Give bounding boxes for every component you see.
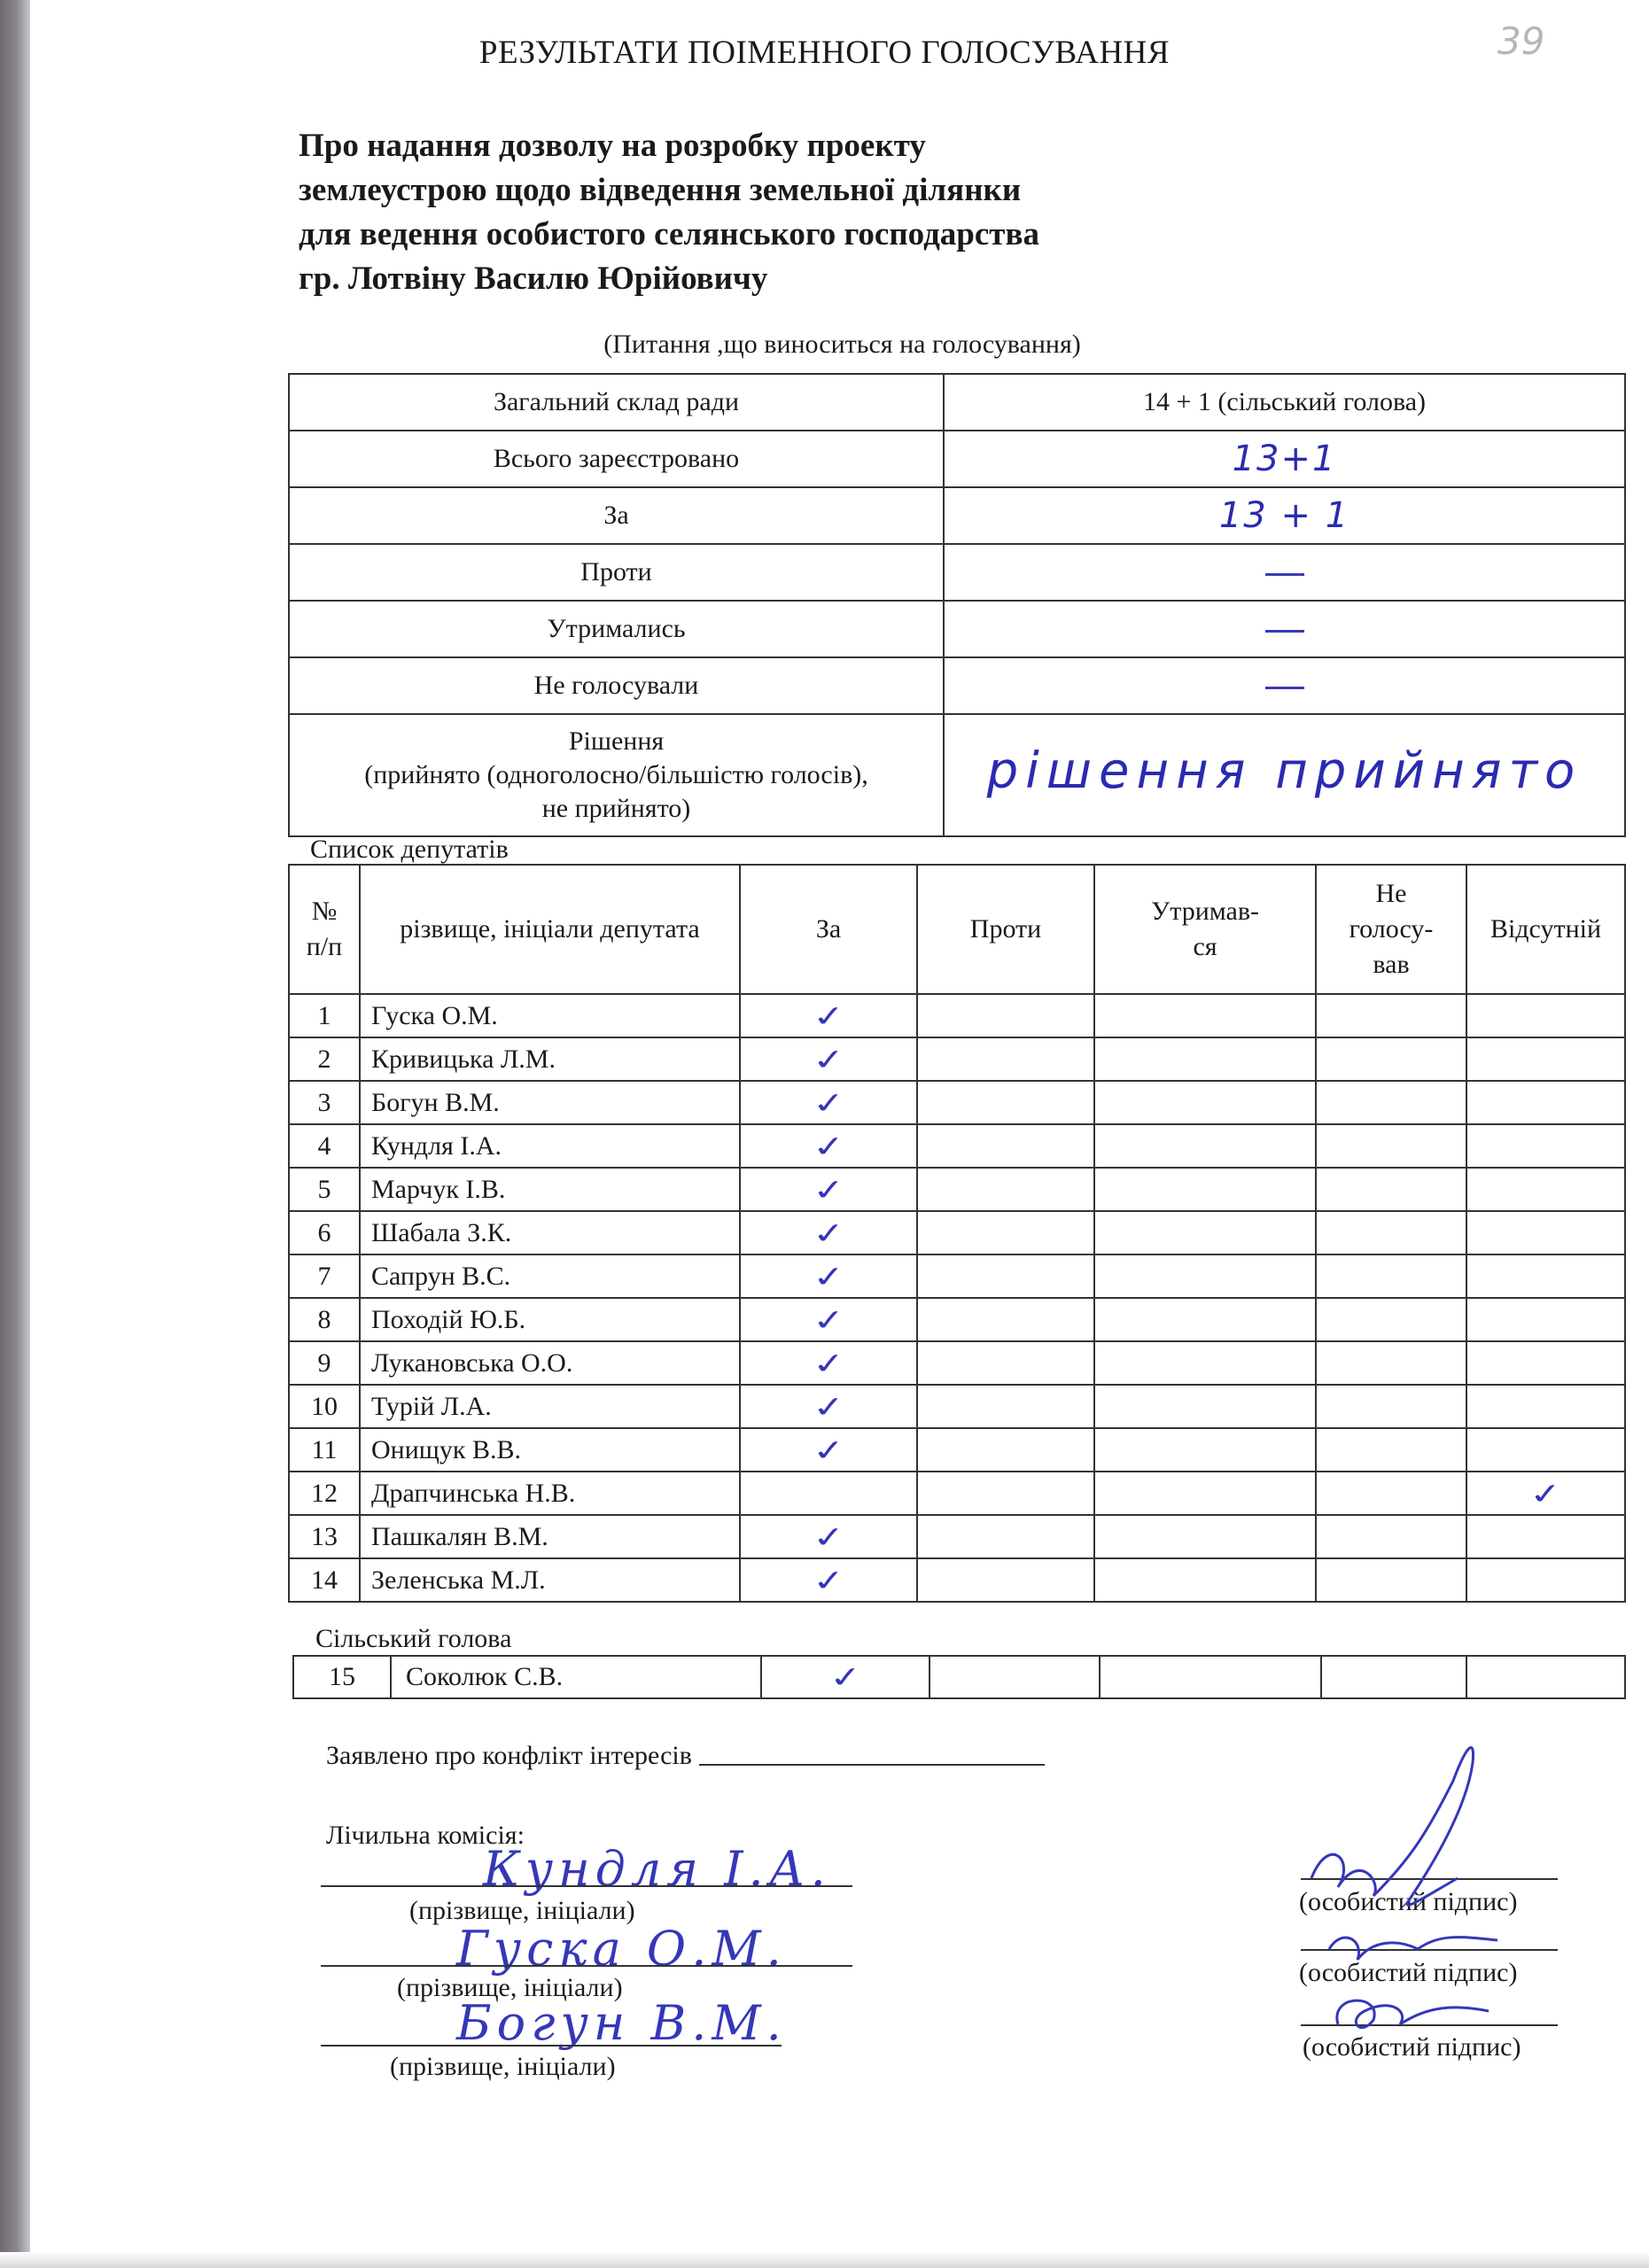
- vote-cell-against: [917, 994, 1094, 1037]
- vote-cell-absent: [1466, 1428, 1625, 1472]
- dash-mark: [1265, 630, 1304, 633]
- dash-mark: [1265, 687, 1304, 689]
- name-line: [321, 2045, 782, 2047]
- head-abstain-cell: [1100, 1656, 1321, 1698]
- check-mark-icon: ✓: [809, 1518, 848, 1555]
- vote-cell-against: [917, 1341, 1094, 1385]
- deputy-num: 1: [289, 994, 360, 1037]
- col-abstain-line: Утримав-: [1150, 897, 1260, 926]
- signature-caption: (особистий підпис): [1303, 2032, 1521, 2062]
- vote-cell-abstain: [1094, 1341, 1316, 1385]
- deputy-row: [289, 1081, 1625, 1124]
- col-name: різвище, ініціали депутата: [360, 865, 740, 994]
- abstained-value-cell: [944, 601, 1625, 657]
- name-caption: (прізвище, ініціали): [390, 2052, 616, 2081]
- conflict-label: Заявлено про конфлікт інтересів: [326, 1741, 692, 1770]
- head-section-label: Сільський голова: [315, 1624, 512, 1653]
- for-value: 13 + 1: [1218, 495, 1350, 536]
- deputy-num: 9: [289, 1341, 360, 1385]
- vote-cell-notvoted: [1316, 1168, 1466, 1211]
- vote-cell-abstain: [1094, 1472, 1316, 1515]
- deputies-table: [288, 864, 1626, 1603]
- decision-label-line: Рішення: [568, 726, 665, 756]
- deputy-num: 10: [289, 1385, 360, 1428]
- vote-cell-abstain: [1094, 1124, 1316, 1168]
- check-mark-icon: ✓: [809, 1388, 848, 1425]
- col-for: За: [740, 865, 917, 994]
- deputy-row: [289, 1428, 1625, 1472]
- deputies-body: [289, 994, 1625, 1602]
- vote-cell-for: [740, 1472, 917, 1515]
- vote-cell-notvoted: [1316, 1124, 1466, 1168]
- vote-cell-abstain: [1094, 1298, 1316, 1341]
- against-value-cell: [944, 544, 1625, 601]
- name-line: [321, 1885, 852, 1887]
- vote-cell-absent: [1466, 1081, 1625, 1124]
- conflict-blank-line: [699, 1764, 1045, 1766]
- vote-cell-for: [740, 1298, 917, 1341]
- vote-cell-notvoted: [1316, 1037, 1466, 1081]
- col-num-line: №: [311, 897, 338, 926]
- vote-cell-absent: [1466, 1515, 1625, 1558]
- deputy-row: [289, 1037, 1625, 1081]
- check-mark-icon: ✓: [809, 1258, 848, 1294]
- signature-caption: (особистий підпис): [1299, 1958, 1518, 1987]
- head-name: Соколюк С.В.: [391, 1656, 761, 1698]
- vote-cell-against: [917, 1081, 1094, 1124]
- vote-cell-absent: [1466, 1254, 1625, 1298]
- deputy-row: [289, 1472, 1625, 1515]
- deputy-num: 2: [289, 1037, 360, 1081]
- vote-cell-absent: [1466, 1472, 1625, 1515]
- head-for-cell: [761, 1656, 930, 1698]
- deputy-num: 13: [289, 1515, 360, 1558]
- vote-cell-for: [740, 1385, 917, 1428]
- decision-value: рішення прийнято: [986, 742, 1583, 800]
- commission-label: Лічильна комісія:: [326, 1821, 525, 1850]
- vote-cell-against: [917, 1515, 1094, 1558]
- conflict-of-interest: [326, 1741, 1045, 1771]
- vote-cell-notvoted: [1316, 1298, 1466, 1341]
- document-title: РЕЗУЛЬТАТИ ПОІМЕННОГО ГОЛОСУВАННЯ: [478, 35, 1171, 71]
- vote-cell-notvoted: [1316, 1472, 1466, 1515]
- vote-cell-against: [917, 1124, 1094, 1168]
- check-mark-icon: ✓: [809, 1171, 848, 1208]
- deputy-name: Марчук І.В.: [360, 1168, 740, 1211]
- vote-cell-abstain: [1094, 1081, 1316, 1124]
- check-mark-icon: ✓: [1527, 1475, 1565, 1511]
- deputy-num: 12: [289, 1472, 360, 1515]
- for-label: За: [289, 487, 944, 544]
- registered-label: Всього зареєстровано: [289, 431, 944, 487]
- vote-cell-notvoted: [1316, 1211, 1466, 1254]
- vote-cell-absent: [1466, 1385, 1625, 1428]
- head-num: 15: [293, 1656, 391, 1698]
- vote-cell-notvoted: [1316, 1515, 1466, 1558]
- vote-cell-for: [740, 1081, 917, 1124]
- vote-cell-notvoted: [1316, 1428, 1466, 1472]
- scan-edge-bottom: [0, 2252, 1649, 2268]
- vote-cell-against: [917, 1254, 1094, 1298]
- abstained-label: Утримались: [289, 601, 944, 657]
- for-value-cell: [944, 487, 1625, 544]
- deputy-name: Кривицька Л.М.: [360, 1037, 740, 1081]
- deputy-name: Турій Л.А.: [360, 1385, 740, 1428]
- page-number: 39: [1497, 19, 1545, 63]
- summary-table: [288, 373, 1626, 837]
- not-voted-value-cell: [944, 657, 1625, 714]
- against-label: Проти: [289, 544, 944, 601]
- check-mark-icon: ✓: [809, 1301, 848, 1338]
- deputy-row: [289, 1341, 1625, 1385]
- vote-cell-abstain: [1094, 1558, 1316, 1602]
- vote-cell-absent: [1466, 1168, 1625, 1211]
- summary-row-against: [289, 544, 1625, 601]
- vote-cell-for: [740, 1341, 917, 1385]
- vote-cell-notvoted: [1316, 1385, 1466, 1428]
- col-num: [289, 865, 360, 994]
- decision-value-cell: [944, 714, 1625, 836]
- deputy-name: Драпчинська Н.В.: [360, 1472, 740, 1515]
- deputy-name: Гуска О.М.: [360, 994, 740, 1037]
- dash-mark: [1265, 573, 1304, 576]
- vote-cell-abstain: [1094, 1385, 1316, 1428]
- deputy-num: 7: [289, 1254, 360, 1298]
- col-against: Проти: [917, 865, 1094, 994]
- deputy-row: [289, 1211, 1625, 1254]
- vote-cell-abstain: [1094, 1037, 1316, 1081]
- deputy-row: [289, 1124, 1625, 1168]
- council-label: Загальний склад ради: [289, 374, 944, 431]
- name-line: [321, 1965, 852, 1967]
- deputy-name: Сапрун В.С.: [360, 1254, 740, 1298]
- deputy-name: Кундля І.А.: [360, 1124, 740, 1168]
- check-mark-icon: ✓: [809, 1041, 848, 1077]
- deputy-num: 4: [289, 1124, 360, 1168]
- vote-cell-against: [917, 1558, 1094, 1602]
- vote-cell-absent: [1466, 1558, 1625, 1602]
- deputy-name: Онищук В.В.: [360, 1428, 740, 1472]
- vote-cell-absent: [1466, 1341, 1625, 1385]
- vote-cell-absent: [1466, 1211, 1625, 1254]
- signature-scribble: [1337, 2000, 1489, 2027]
- vote-cell-notvoted: [1316, 1558, 1466, 1602]
- vote-cell-against: [917, 1472, 1094, 1515]
- issue-caption: (Питання ,що виноситься на голосування): [603, 330, 1081, 359]
- deputy-name: Пашкалян В.М.: [360, 1515, 740, 1558]
- vote-cell-absent: [1466, 994, 1625, 1037]
- not-voted-label: Не голосували: [289, 657, 944, 714]
- vote-cell-for: [740, 1254, 917, 1298]
- deputy-name: Лукановська О.О.: [360, 1341, 740, 1385]
- deputy-name: Зеленська М.Л.: [360, 1558, 740, 1602]
- vote-cell-absent: [1466, 1124, 1625, 1168]
- signature-scribble: [1329, 1938, 1497, 1960]
- signatures-drawing: [1276, 1728, 1560, 2055]
- head-absent-cell: [1466, 1656, 1625, 1698]
- col-abstain-line: ся: [1193, 932, 1217, 961]
- summary-row-decision: [289, 714, 1625, 836]
- deputy-row: [289, 1515, 1625, 1558]
- signature-scribble: [1311, 1748, 1474, 1906]
- deputy-num: 5: [289, 1168, 360, 1211]
- deputy-name: Богун В.М.: [360, 1081, 740, 1124]
- vote-cell-for: [740, 1037, 917, 1081]
- deputies-section-label: Список депутатів: [310, 835, 509, 864]
- registered-value-cell: [944, 431, 1625, 487]
- name-caption: (прізвище, ініціали): [409, 1896, 635, 1925]
- check-mark-icon: ✓: [809, 1345, 848, 1381]
- vote-cell-notvoted: [1316, 1254, 1466, 1298]
- vote-cell-abstain: [1094, 1428, 1316, 1472]
- subject-line: для ведення особистого селянського господарства: [299, 216, 1039, 252]
- vote-subject: [299, 124, 1362, 301]
- col-abstain: [1094, 865, 1316, 994]
- summary-row-for: [289, 487, 1625, 544]
- vote-cell-for: [740, 1124, 917, 1168]
- decision-label: [289, 714, 944, 836]
- commission-member-name: Богун В.М.: [456, 1995, 787, 2051]
- deputy-row: [289, 994, 1625, 1037]
- vote-cell-against: [917, 1037, 1094, 1081]
- vote-cell-for: [740, 1428, 917, 1472]
- vote-cell-for: [740, 1515, 917, 1558]
- vote-cell-for: [740, 1168, 917, 1211]
- deputy-row: [289, 1168, 1625, 1211]
- summary-row-abstained: [289, 601, 1625, 657]
- deputy-num: 6: [289, 1211, 360, 1254]
- deputy-row: [289, 1558, 1625, 1602]
- registered-value: 13+1: [1232, 439, 1337, 479]
- deputy-num: 14: [289, 1558, 360, 1602]
- deputy-row: [289, 1385, 1625, 1428]
- vote-cell-for: [740, 994, 917, 1037]
- summary-row-registered: [289, 431, 1625, 487]
- col-not-voted: [1316, 865, 1466, 994]
- summary-row-not-voted: [289, 657, 1625, 714]
- vote-cell-notvoted: [1316, 1341, 1466, 1385]
- vote-cell-abstain: [1094, 1211, 1316, 1254]
- vote-cell-against: [917, 1168, 1094, 1211]
- deputy-name: Шабала З.К.: [360, 1211, 740, 1254]
- col-absent: Відсутній: [1466, 865, 1625, 994]
- head-not-voted-cell: [1321, 1656, 1466, 1698]
- col-num-line: п/п: [306, 932, 343, 961]
- vote-cell-against: [917, 1428, 1094, 1472]
- subject-line: землеустрою щодо відведення земельної ділянки: [299, 172, 1022, 208]
- check-mark-icon: ✓: [809, 1084, 848, 1121]
- vote-cell-against: [917, 1298, 1094, 1341]
- subject-line: Про надання дозволу на розробку проекту: [299, 128, 926, 164]
- head-against-cell: [930, 1656, 1100, 1698]
- vote-cell-notvoted: [1316, 994, 1466, 1037]
- decision-label-line: не прийнято): [541, 794, 691, 823]
- signature-caption: (особистий підпис): [1299, 1887, 1518, 1916]
- commission-member-name: Кундля І.А.: [483, 1841, 831, 1897]
- check-mark-icon: ✓: [809, 1128, 848, 1164]
- deputies-header-row: [289, 865, 1625, 994]
- deputy-num: 11: [289, 1428, 360, 1472]
- deputy-row: [289, 1298, 1625, 1341]
- check-mark-icon: ✓: [826, 1658, 865, 1696]
- head-row: [293, 1656, 1625, 1698]
- deputy-num: 8: [289, 1298, 360, 1341]
- check-mark-icon: ✓: [809, 1215, 848, 1251]
- check-mark-icon: ✓: [809, 998, 848, 1034]
- check-mark-icon: ✓: [809, 1432, 848, 1468]
- vote-cell-notvoted: [1316, 1081, 1466, 1124]
- summary-row-council: [289, 374, 1625, 431]
- council-value: 14 + 1 (сільський голова): [944, 374, 1625, 431]
- deputy-num: 3: [289, 1081, 360, 1124]
- commission-member-name: Гуска О.М.: [456, 1921, 787, 1977]
- decision-label-line: (прийнято (одноголосно/більшістю голосів),: [364, 760, 868, 789]
- col-not-voted-line: голосу-: [1349, 914, 1434, 944]
- vote-cell-absent: [1466, 1037, 1625, 1081]
- vote-cell-against: [917, 1211, 1094, 1254]
- vote-cell-for: [740, 1558, 917, 1602]
- deputy-row: [289, 1254, 1625, 1298]
- col-not-voted-line: вав: [1373, 950, 1410, 979]
- vote-cell-against: [917, 1385, 1094, 1428]
- vote-cell-abstain: [1094, 1515, 1316, 1558]
- col-not-voted-line: Не: [1375, 879, 1407, 908]
- vote-cell-abstain: [1094, 1168, 1316, 1211]
- check-mark-icon: ✓: [809, 1562, 848, 1598]
- vote-cell-abstain: [1094, 994, 1316, 1037]
- deputy-name: Походій Ю.Б.: [360, 1298, 740, 1341]
- subject-line: гр. Лотвіну Василю Юрійовичу: [299, 260, 768, 297]
- vote-cell-absent: [1466, 1298, 1625, 1341]
- name-caption: (прізвище, ініціали): [397, 1973, 623, 2002]
- vote-cell-for: [740, 1211, 917, 1254]
- head-table: [292, 1655, 1626, 1699]
- vote-cell-abstain: [1094, 1254, 1316, 1298]
